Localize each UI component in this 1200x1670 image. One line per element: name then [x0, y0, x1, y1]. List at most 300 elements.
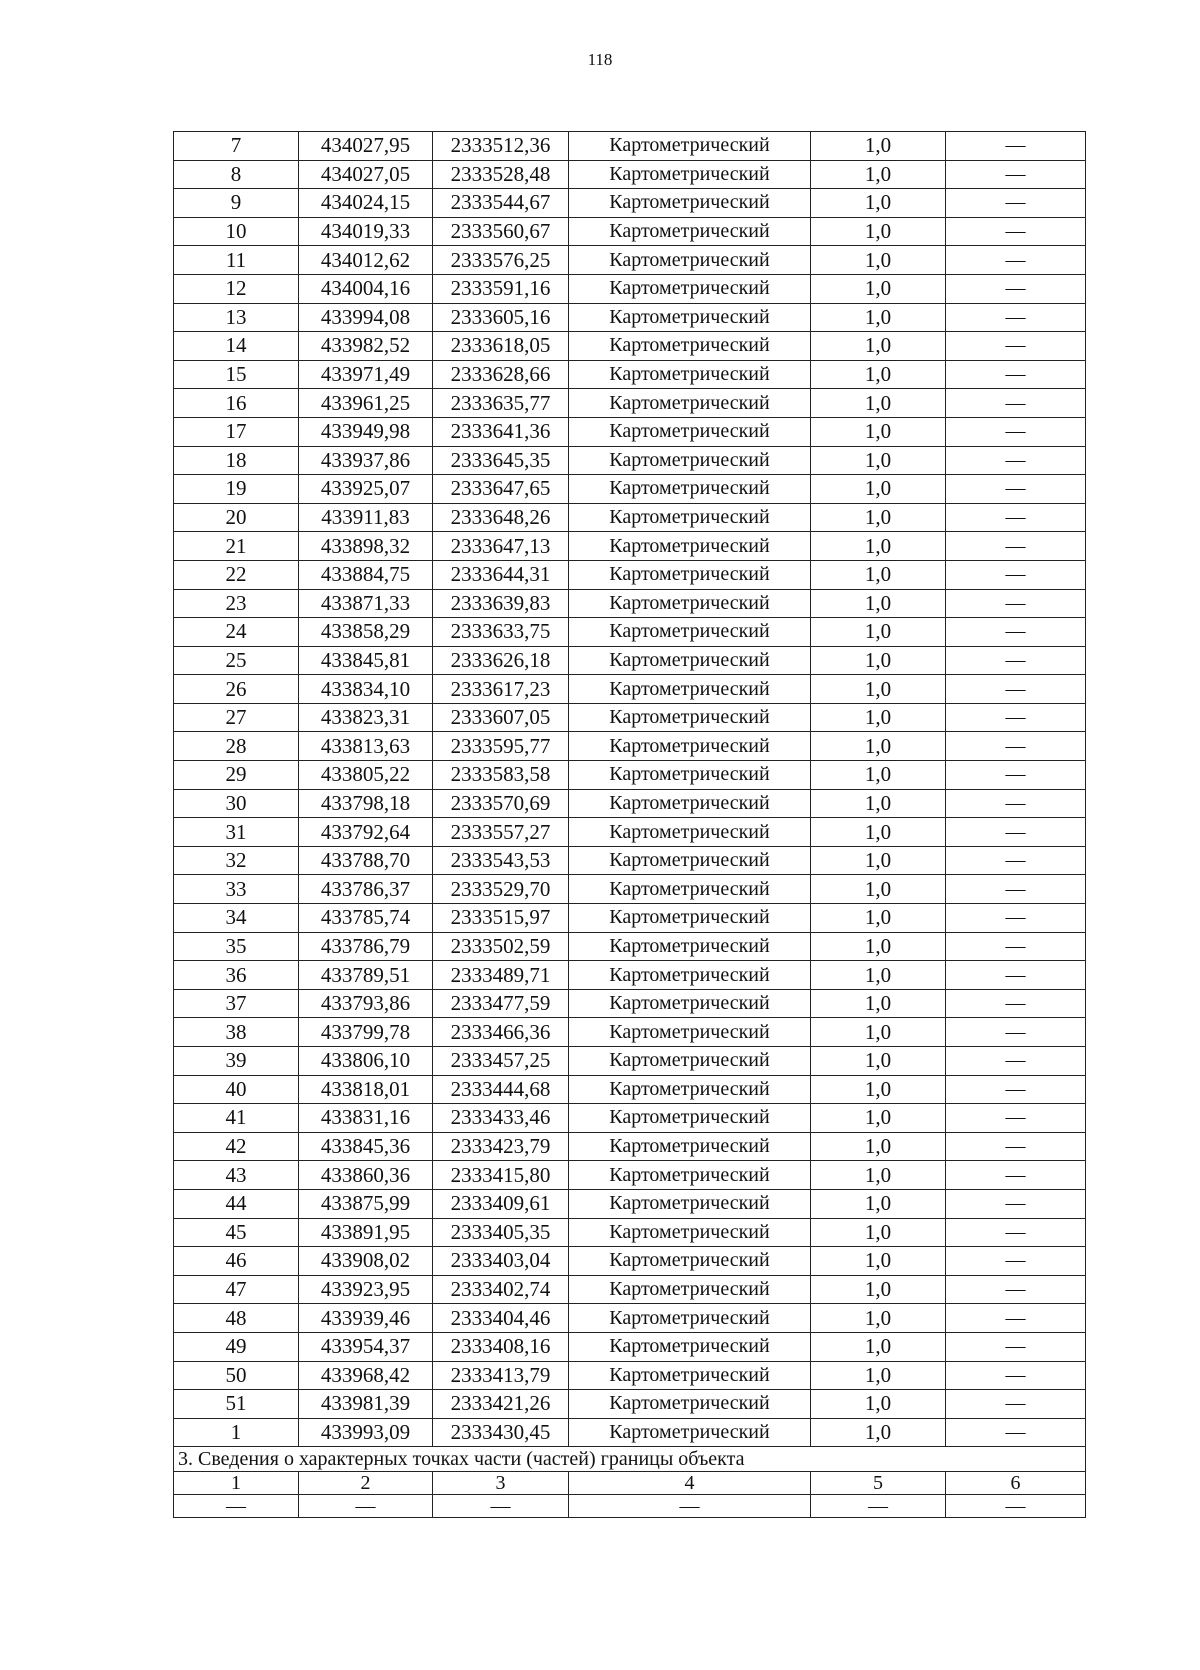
- precision-cell: 1,0: [811, 761, 946, 790]
- x-coordinate-cell: 434024,15: [299, 189, 433, 218]
- method-cell: Картометрический: [569, 1275, 811, 1304]
- method-cell: Картометрический: [569, 589, 811, 618]
- precision-cell: 1,0: [811, 417, 946, 446]
- method-cell: Картометрический: [569, 1189, 811, 1218]
- table-row: [174, 1418, 1086, 1447]
- x-coordinate-cell: 433923,95: [299, 1275, 433, 1304]
- point-number-cell: 1: [174, 1418, 299, 1447]
- precision-cell: 1,0: [811, 932, 946, 961]
- table-row: [174, 1047, 1086, 1076]
- note-cell: —: [946, 475, 1086, 504]
- note-cell: —: [946, 217, 1086, 246]
- method-cell: Картометрический: [569, 1332, 811, 1361]
- note-cell: —: [946, 961, 1086, 990]
- precision-cell: 1,0: [811, 1361, 946, 1390]
- method-cell: Картометрический: [569, 1304, 811, 1333]
- point-number-cell: 25: [174, 646, 299, 675]
- y-coordinate-cell: 2333648,26: [433, 503, 569, 532]
- section-3-header-cell: 5: [811, 1472, 946, 1495]
- precision-cell: 1,0: [811, 1218, 946, 1247]
- precision-cell: 1,0: [811, 875, 946, 904]
- point-number-cell: 12: [174, 274, 299, 303]
- x-coordinate-cell: 433898,32: [299, 532, 433, 561]
- method-cell: Картометрический: [569, 618, 811, 647]
- x-coordinate-cell: 433786,79: [299, 932, 433, 961]
- point-number-cell: 34: [174, 904, 299, 933]
- y-coordinate-cell: 2333402,74: [433, 1275, 569, 1304]
- x-coordinate-cell: 433937,86: [299, 446, 433, 475]
- point-number-cell: 26: [174, 675, 299, 704]
- x-coordinate-cell: 434027,05: [299, 160, 433, 189]
- y-coordinate-cell: 2333404,46: [433, 1304, 569, 1333]
- note-cell: —: [946, 360, 1086, 389]
- x-coordinate-cell: 433789,51: [299, 961, 433, 990]
- method-cell: Картометрический: [569, 246, 811, 275]
- method-cell: Картометрический: [569, 1075, 811, 1104]
- method-cell: Картометрический: [569, 274, 811, 303]
- note-cell: —: [946, 1247, 1086, 1276]
- note-cell: —: [946, 303, 1086, 332]
- note-cell: —: [946, 904, 1086, 933]
- method-cell: Картометрический: [569, 1104, 811, 1133]
- precision-cell: 1,0: [811, 1104, 946, 1133]
- point-number-cell: 45: [174, 1218, 299, 1247]
- table-row: [174, 846, 1086, 875]
- x-coordinate-cell: 433871,33: [299, 589, 433, 618]
- note-cell: —: [946, 675, 1086, 704]
- table-row: [174, 475, 1086, 504]
- point-number-cell: 21: [174, 532, 299, 561]
- point-number-cell: 41: [174, 1104, 299, 1133]
- method-cell: Картометрический: [569, 532, 811, 561]
- y-coordinate-cell: 2333647,13: [433, 532, 569, 561]
- y-coordinate-cell: 2333433,46: [433, 1104, 569, 1133]
- method-cell: Картометрический: [569, 932, 811, 961]
- precision-cell: 1,0: [811, 217, 946, 246]
- x-coordinate-cell: 433954,37: [299, 1332, 433, 1361]
- note-cell: —: [946, 1390, 1086, 1419]
- point-number-cell: 42: [174, 1132, 299, 1161]
- table-row: [174, 1075, 1086, 1104]
- method-cell: Картометрический: [569, 389, 811, 418]
- table-row: [174, 274, 1086, 303]
- method-cell: Картометрический: [569, 1247, 811, 1276]
- precision-cell: 1,0: [811, 1332, 946, 1361]
- y-coordinate-cell: 2333457,25: [433, 1047, 569, 1076]
- table-row: [174, 618, 1086, 647]
- method-cell: Картометрический: [569, 675, 811, 704]
- x-coordinate-cell: 434012,62: [299, 246, 433, 275]
- x-coordinate-cell: 433994,08: [299, 303, 433, 332]
- method-cell: Картометрический: [569, 475, 811, 504]
- section-3-empty-cell: —: [299, 1495, 433, 1518]
- y-coordinate-cell: 2333576,25: [433, 246, 569, 275]
- x-coordinate-cell: 434027,95: [299, 132, 433, 161]
- table-row: [174, 732, 1086, 761]
- point-number-cell: 24: [174, 618, 299, 647]
- point-number-cell: 49: [174, 1332, 299, 1361]
- note-cell: —: [946, 1418, 1086, 1447]
- precision-cell: 1,0: [811, 846, 946, 875]
- point-number-cell: 48: [174, 1304, 299, 1333]
- precision-cell: 1,0: [811, 446, 946, 475]
- y-coordinate-cell: 2333543,53: [433, 846, 569, 875]
- y-coordinate-cell: 2333502,59: [433, 932, 569, 961]
- precision-cell: 1,0: [811, 732, 946, 761]
- point-number-cell: 39: [174, 1047, 299, 1076]
- note-cell: —: [946, 132, 1086, 161]
- note-cell: —: [946, 932, 1086, 961]
- precision-cell: 1,0: [811, 503, 946, 532]
- x-coordinate-cell: 433798,18: [299, 789, 433, 818]
- method-cell: Картометрический: [569, 1161, 811, 1190]
- table-row: [174, 1161, 1086, 1190]
- table-row: [174, 904, 1086, 933]
- point-number-cell: 30: [174, 789, 299, 818]
- method-cell: Картометрический: [569, 503, 811, 532]
- table-row: [174, 1332, 1086, 1361]
- precision-cell: 1,0: [811, 789, 946, 818]
- note-cell: —: [946, 618, 1086, 647]
- precision-cell: 1,0: [811, 532, 946, 561]
- note-cell: —: [946, 160, 1086, 189]
- table-row: [174, 1390, 1086, 1419]
- precision-cell: 1,0: [811, 961, 946, 990]
- y-coordinate-cell: 2333544,67: [433, 189, 569, 218]
- y-coordinate-cell: 2333628,66: [433, 360, 569, 389]
- x-coordinate-cell: 433981,39: [299, 1390, 433, 1419]
- precision-cell: 1,0: [811, 1161, 946, 1190]
- table-row: [174, 132, 1086, 161]
- x-coordinate-cell: 433875,99: [299, 1189, 433, 1218]
- section-3-header-cell: 1: [174, 1472, 299, 1495]
- point-number-cell: 9: [174, 189, 299, 218]
- section-3-empty-row: [174, 1495, 1086, 1518]
- point-number-cell: 38: [174, 1018, 299, 1047]
- x-coordinate-cell: 433968,42: [299, 1361, 433, 1390]
- table-row: [174, 932, 1086, 961]
- point-number-cell: 40: [174, 1075, 299, 1104]
- x-coordinate-cell: 433813,63: [299, 732, 433, 761]
- section-3-header-cell: 4: [569, 1472, 811, 1495]
- x-coordinate-cell: 433845,36: [299, 1132, 433, 1161]
- y-coordinate-cell: 2333633,75: [433, 618, 569, 647]
- boundary-points-table: [173, 131, 1086, 1518]
- x-coordinate-cell: 433939,46: [299, 1304, 433, 1333]
- y-coordinate-cell: 2333645,35: [433, 446, 569, 475]
- y-coordinate-cell: 2333635,77: [433, 389, 569, 418]
- precision-cell: 1,0: [811, 1390, 946, 1419]
- y-coordinate-cell: 2333641,36: [433, 417, 569, 446]
- section-3-header-cell: 3: [433, 1472, 569, 1495]
- x-coordinate-cell: 433834,10: [299, 675, 433, 704]
- table-row: [174, 1304, 1086, 1333]
- precision-cell: 1,0: [811, 160, 946, 189]
- point-number-cell: 11: [174, 246, 299, 275]
- method-cell: Картометрический: [569, 904, 811, 933]
- page-number: 118: [587, 50, 613, 69]
- x-coordinate-cell: 433891,95: [299, 1218, 433, 1247]
- x-coordinate-cell: 433818,01: [299, 1075, 433, 1104]
- note-cell: —: [946, 332, 1086, 361]
- point-number-cell: 22: [174, 560, 299, 589]
- precision-cell: 1,0: [811, 303, 946, 332]
- y-coordinate-cell: 2333423,79: [433, 1132, 569, 1161]
- x-coordinate-cell: 433993,09: [299, 1418, 433, 1447]
- precision-cell: 1,0: [811, 1075, 946, 1104]
- x-coordinate-cell: 433805,22: [299, 761, 433, 790]
- table-row: [174, 1132, 1086, 1161]
- note-cell: —: [946, 589, 1086, 618]
- y-coordinate-cell: 2333489,71: [433, 961, 569, 990]
- section-3-empty-cell: —: [433, 1495, 569, 1518]
- note-cell: —: [946, 1018, 1086, 1047]
- table-row: [174, 875, 1086, 904]
- precision-cell: 1,0: [811, 475, 946, 504]
- note-cell: —: [946, 875, 1086, 904]
- precision-cell: 1,0: [811, 132, 946, 161]
- method-cell: Картометрический: [569, 961, 811, 990]
- table-row: [174, 1275, 1086, 1304]
- note-cell: —: [946, 1304, 1086, 1333]
- y-coordinate-cell: 2333583,58: [433, 761, 569, 790]
- y-coordinate-cell: 2333607,05: [433, 703, 569, 732]
- x-coordinate-cell: 433823,31: [299, 703, 433, 732]
- table-row: [174, 961, 1086, 990]
- table-row: [174, 446, 1086, 475]
- note-cell: —: [946, 1047, 1086, 1076]
- point-number-cell: 29: [174, 761, 299, 790]
- x-coordinate-cell: 433831,16: [299, 1104, 433, 1133]
- table-row: [174, 1218, 1086, 1247]
- method-cell: Картометрический: [569, 1132, 811, 1161]
- note-cell: —: [946, 1332, 1086, 1361]
- precision-cell: 1,0: [811, 989, 946, 1018]
- table-row: [174, 818, 1086, 847]
- y-coordinate-cell: 2333413,79: [433, 1361, 569, 1390]
- precision-cell: 1,0: [811, 1304, 946, 1333]
- x-coordinate-cell: 433961,25: [299, 389, 433, 418]
- y-coordinate-cell: 2333403,04: [433, 1247, 569, 1276]
- note-cell: —: [946, 1132, 1086, 1161]
- table-row: [174, 1361, 1086, 1390]
- x-coordinate-cell: 433971,49: [299, 360, 433, 389]
- precision-cell: 1,0: [811, 904, 946, 933]
- note-cell: —: [946, 417, 1086, 446]
- point-number-cell: 36: [174, 961, 299, 990]
- precision-cell: 1,0: [811, 1132, 946, 1161]
- y-coordinate-cell: 2333605,16: [433, 303, 569, 332]
- y-coordinate-cell: 2333477,59: [433, 989, 569, 1018]
- method-cell: Картометрический: [569, 989, 811, 1018]
- note-cell: —: [946, 246, 1086, 275]
- method-cell: Картометрический: [569, 1218, 811, 1247]
- table-row: [174, 189, 1086, 218]
- x-coordinate-cell: 433925,07: [299, 475, 433, 504]
- y-coordinate-cell: 2333421,26: [433, 1390, 569, 1419]
- precision-cell: 1,0: [811, 1418, 946, 1447]
- point-number-cell: 28: [174, 732, 299, 761]
- x-coordinate-cell: 433911,83: [299, 503, 433, 532]
- x-coordinate-cell: 433788,70: [299, 846, 433, 875]
- method-cell: Картометрический: [569, 132, 811, 161]
- y-coordinate-cell: 2333626,18: [433, 646, 569, 675]
- y-coordinate-cell: 2333639,83: [433, 589, 569, 618]
- y-coordinate-cell: 2333647,65: [433, 475, 569, 504]
- method-cell: Картометрический: [569, 417, 811, 446]
- method-cell: Картометрический: [569, 303, 811, 332]
- x-coordinate-cell: 434019,33: [299, 217, 433, 246]
- method-cell: Картометрический: [569, 646, 811, 675]
- method-cell: Картометрический: [569, 189, 811, 218]
- precision-cell: 1,0: [811, 1275, 946, 1304]
- y-coordinate-cell: 2333560,67: [433, 217, 569, 246]
- y-coordinate-cell: 2333515,97: [433, 904, 569, 933]
- table-row: [174, 1018, 1086, 1047]
- point-number-cell: 44: [174, 1189, 299, 1218]
- y-coordinate-cell: 2333408,16: [433, 1332, 569, 1361]
- point-number-cell: 16: [174, 389, 299, 418]
- y-coordinate-cell: 2333409,61: [433, 1189, 569, 1218]
- table-row: [174, 1247, 1086, 1276]
- note-cell: —: [946, 703, 1086, 732]
- table-row: [174, 761, 1086, 790]
- note-cell: —: [946, 1075, 1086, 1104]
- precision-cell: 1,0: [811, 189, 946, 218]
- precision-cell: 1,0: [811, 818, 946, 847]
- table-row: [174, 789, 1086, 818]
- method-cell: Картометрический: [569, 1390, 811, 1419]
- x-coordinate-cell: 434004,16: [299, 274, 433, 303]
- y-coordinate-cell: 2333444,68: [433, 1075, 569, 1104]
- note-cell: —: [946, 1104, 1086, 1133]
- y-coordinate-cell: 2333591,16: [433, 274, 569, 303]
- table-row: [174, 703, 1086, 732]
- x-coordinate-cell: 433858,29: [299, 618, 433, 647]
- note-cell: —: [946, 846, 1086, 875]
- x-coordinate-cell: 433982,52: [299, 332, 433, 361]
- method-cell: Картометрический: [569, 818, 811, 847]
- y-coordinate-cell: 2333617,23: [433, 675, 569, 704]
- note-cell: —: [946, 560, 1086, 589]
- x-coordinate-cell: 433806,10: [299, 1047, 433, 1076]
- precision-cell: 1,0: [811, 1247, 946, 1276]
- table-row: [174, 389, 1086, 418]
- table-row: [174, 989, 1086, 1018]
- point-number-cell: 33: [174, 875, 299, 904]
- method-cell: Картометрический: [569, 332, 811, 361]
- point-number-cell: 23: [174, 589, 299, 618]
- precision-cell: 1,0: [811, 360, 946, 389]
- y-coordinate-cell: 2333466,36: [433, 1018, 569, 1047]
- note-cell: —: [946, 789, 1086, 818]
- section-3: [174, 1447, 1086, 1518]
- section-3-header-cell: 2: [299, 1472, 433, 1495]
- point-number-cell: 47: [174, 1275, 299, 1304]
- precision-cell: 1,0: [811, 1047, 946, 1076]
- point-number-cell: 35: [174, 932, 299, 961]
- precision-cell: 1,0: [811, 560, 946, 589]
- note-cell: —: [946, 1189, 1086, 1218]
- section-3-empty-cell: —: [569, 1495, 811, 1518]
- method-cell: Картометрический: [569, 360, 811, 389]
- table-row: [174, 217, 1086, 246]
- note-cell: —: [946, 274, 1086, 303]
- point-number-cell: 37: [174, 989, 299, 1018]
- precision-cell: 1,0: [811, 703, 946, 732]
- x-coordinate-cell: 433793,86: [299, 989, 433, 1018]
- note-cell: —: [946, 446, 1086, 475]
- method-cell: Картометрический: [569, 1418, 811, 1447]
- table-row: [174, 332, 1086, 361]
- note-cell: —: [946, 1218, 1086, 1247]
- x-coordinate-cell: 433786,37: [299, 875, 433, 904]
- x-coordinate-cell: 433792,64: [299, 818, 433, 847]
- method-cell: Картометрический: [569, 846, 811, 875]
- point-number-cell: 32: [174, 846, 299, 875]
- method-cell: Картометрический: [569, 1047, 811, 1076]
- point-number-cell: 10: [174, 217, 299, 246]
- points-table-body: [174, 132, 1086, 1447]
- precision-cell: 1,0: [811, 1189, 946, 1218]
- point-number-cell: 46: [174, 1247, 299, 1276]
- precision-cell: 1,0: [811, 675, 946, 704]
- x-coordinate-cell: 433884,75: [299, 560, 433, 589]
- point-number-cell: 17: [174, 417, 299, 446]
- note-cell: —: [946, 989, 1086, 1018]
- table-row: [174, 360, 1086, 389]
- x-coordinate-cell: 433845,81: [299, 646, 433, 675]
- point-number-cell: 19: [174, 475, 299, 504]
- method-cell: Картометрический: [569, 703, 811, 732]
- note-cell: —: [946, 646, 1086, 675]
- note-cell: —: [946, 389, 1086, 418]
- point-number-cell: 18: [174, 446, 299, 475]
- x-coordinate-cell: 433949,98: [299, 417, 433, 446]
- precision-cell: 1,0: [811, 618, 946, 647]
- method-cell: Картометрический: [569, 160, 811, 189]
- precision-cell: 1,0: [811, 274, 946, 303]
- x-coordinate-cell: 433799,78: [299, 1018, 433, 1047]
- method-cell: Картометрический: [569, 560, 811, 589]
- y-coordinate-cell: 2333595,77: [433, 732, 569, 761]
- method-cell: Картометрический: [569, 761, 811, 790]
- note-cell: —: [946, 1361, 1086, 1390]
- point-number-cell: 13: [174, 303, 299, 332]
- y-coordinate-cell: 2333415,80: [433, 1161, 569, 1190]
- y-coordinate-cell: 2333430,45: [433, 1418, 569, 1447]
- precision-cell: 1,0: [811, 246, 946, 275]
- y-coordinate-cell: 2333528,48: [433, 160, 569, 189]
- precision-cell: 1,0: [811, 389, 946, 418]
- point-number-cell: 8: [174, 160, 299, 189]
- x-coordinate-cell: 433785,74: [299, 904, 433, 933]
- point-number-cell: 7: [174, 132, 299, 161]
- note-cell: —: [946, 503, 1086, 532]
- method-cell: Картометрический: [569, 1361, 811, 1390]
- note-cell: —: [946, 189, 1086, 218]
- method-cell: Картометрический: [569, 732, 811, 761]
- y-coordinate-cell: 2333644,31: [433, 560, 569, 589]
- table-row: [174, 532, 1086, 561]
- y-coordinate-cell: 2333570,69: [433, 789, 569, 818]
- method-cell: Картометрический: [569, 217, 811, 246]
- section-3-empty-cell: —: [946, 1495, 1086, 1518]
- y-coordinate-cell: 2333557,27: [433, 818, 569, 847]
- point-number-cell: 51: [174, 1390, 299, 1419]
- table-row: [174, 303, 1086, 332]
- note-cell: —: [946, 761, 1086, 790]
